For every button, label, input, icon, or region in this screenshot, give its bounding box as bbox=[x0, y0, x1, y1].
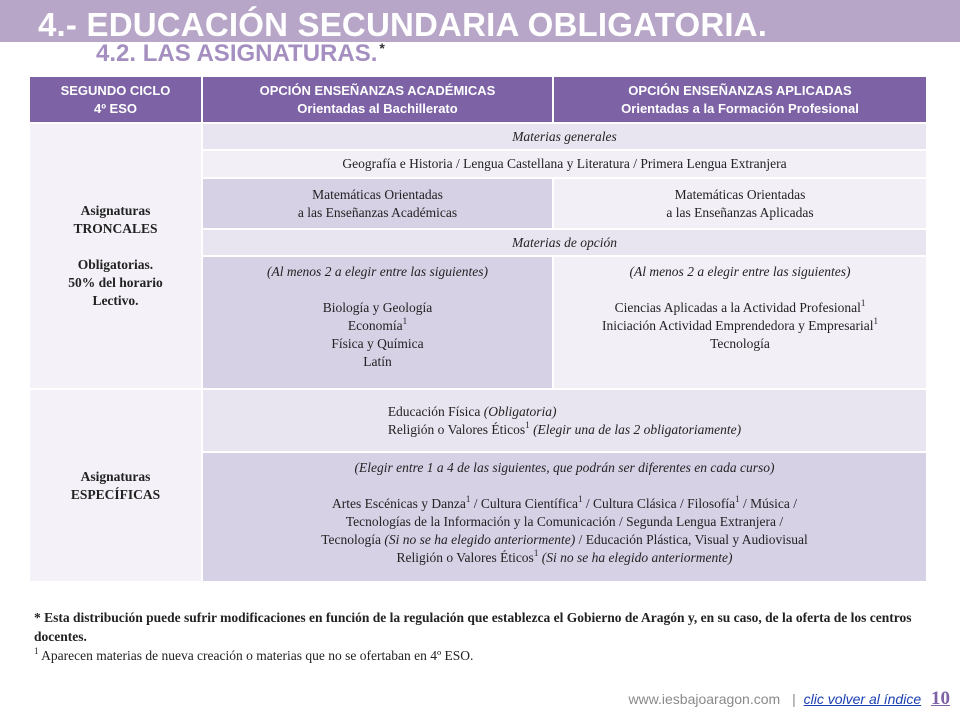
footnotes bbox=[34, 608, 924, 665]
page-subtitle bbox=[96, 40, 385, 68]
back-to-index-link[interactable]: clic volver al índice bbox=[803, 691, 922, 707]
header-academicas: OPCIÓN ENSEÑANZAS ACADÉMICAS Orientadas al Bachillerato bbox=[202, 76, 553, 123]
subtitle-asterisk: * bbox=[379, 40, 385, 56]
materias-generales-heading: Materias generales bbox=[202, 123, 927, 150]
header-aplicadas: OPCIÓN ENSEÑANZAS APLICADAS Orientadas a la Formación Profesional bbox=[553, 76, 927, 123]
row-materias-generales bbox=[29, 123, 927, 150]
footer-separator: | bbox=[792, 691, 796, 707]
footer bbox=[628, 688, 950, 710]
matematicas-academicas: Matemáticas Orientadas a las Enseñanzas Académicas bbox=[202, 178, 553, 229]
page-title: 4.- EDUCACIÓN SECUNDARIA OBLIGATORIA. bbox=[38, 6, 768, 43]
aplicadas-options: (Al menos 2 a elegir entre las siguientes) Ciencias Aplicadas a la Actividad Profesional$^1$ Iniciación Actividad Emprendedora y Empresarial$^1$ Tecnología bbox=[553, 256, 927, 389]
academicas-options: (Al menos 2 a elegir entre las siguientes) Biología y Geología Economía$^1$ Física y Química Latín bbox=[202, 256, 553, 389]
subtitle-text: 4.2. LAS ASIGNATURAS. bbox=[96, 40, 378, 67]
especificas-label: Asignaturas ESPECÍFICAS bbox=[29, 389, 202, 582]
generales-list: Geografía e Historia / Lengua Castellana y Literatura / Primera Lengua Extranjera bbox=[202, 150, 927, 178]
especificas-optativas: (Elegir entre 1 a 4 de las siguientes, que podrán ser diferentes en cada curso) Artes Escénicas y Danza$^1$ / Cultura Científica$^1$ / Cultura Clásica / Filosofía$^1$ / Música / Tecnologías de la Información y la Comunicación / Segunda Lengua Extranjera / Tecnología (Si no se ha elegido anteriormente) / Educación Plástica, Visual y Audiovisual Religión o Valores Éticos$^1$ (Si no se ha elegido anteriormente) bbox=[202, 452, 927, 582]
footnote-asterisk: * Esta distribución puede sufrir modificaciones en función de la regulación que establezca el Gobierno de Aragón y, en su caso, de la oferta de los centros docentes. bbox=[34, 610, 912, 644]
especificas-obligatorias: Educación Física (Obligatoria) Religión o Valores Éticos$^1$ (Elegir una de las 2 obligatoriamente) bbox=[202, 389, 927, 452]
materias-opcion-heading: Materias de opción bbox=[202, 229, 927, 256]
page-number: 10 bbox=[931, 688, 950, 709]
troncales-label: Asignaturas TRONCALES Obligatorias. 50% del horario Lectivo. bbox=[29, 123, 202, 389]
footer-url[interactable]: www.iesbajoaragon.com bbox=[628, 691, 781, 707]
subjects-table bbox=[28, 75, 928, 583]
table-header-row bbox=[29, 76, 927, 123]
header-ciclo: SEGUNDO CICLO 4º ESO bbox=[29, 76, 202, 123]
footnote-1: $^1$ Aparecen materias de nueva creación o materias que no se ofertaban en 4º ESO. bbox=[34, 646, 474, 663]
matematicas-aplicadas: Matemáticas Orientadas a las Enseñanzas Aplicadas bbox=[553, 178, 927, 229]
row-especificas-obligatorias bbox=[29, 389, 927, 452]
